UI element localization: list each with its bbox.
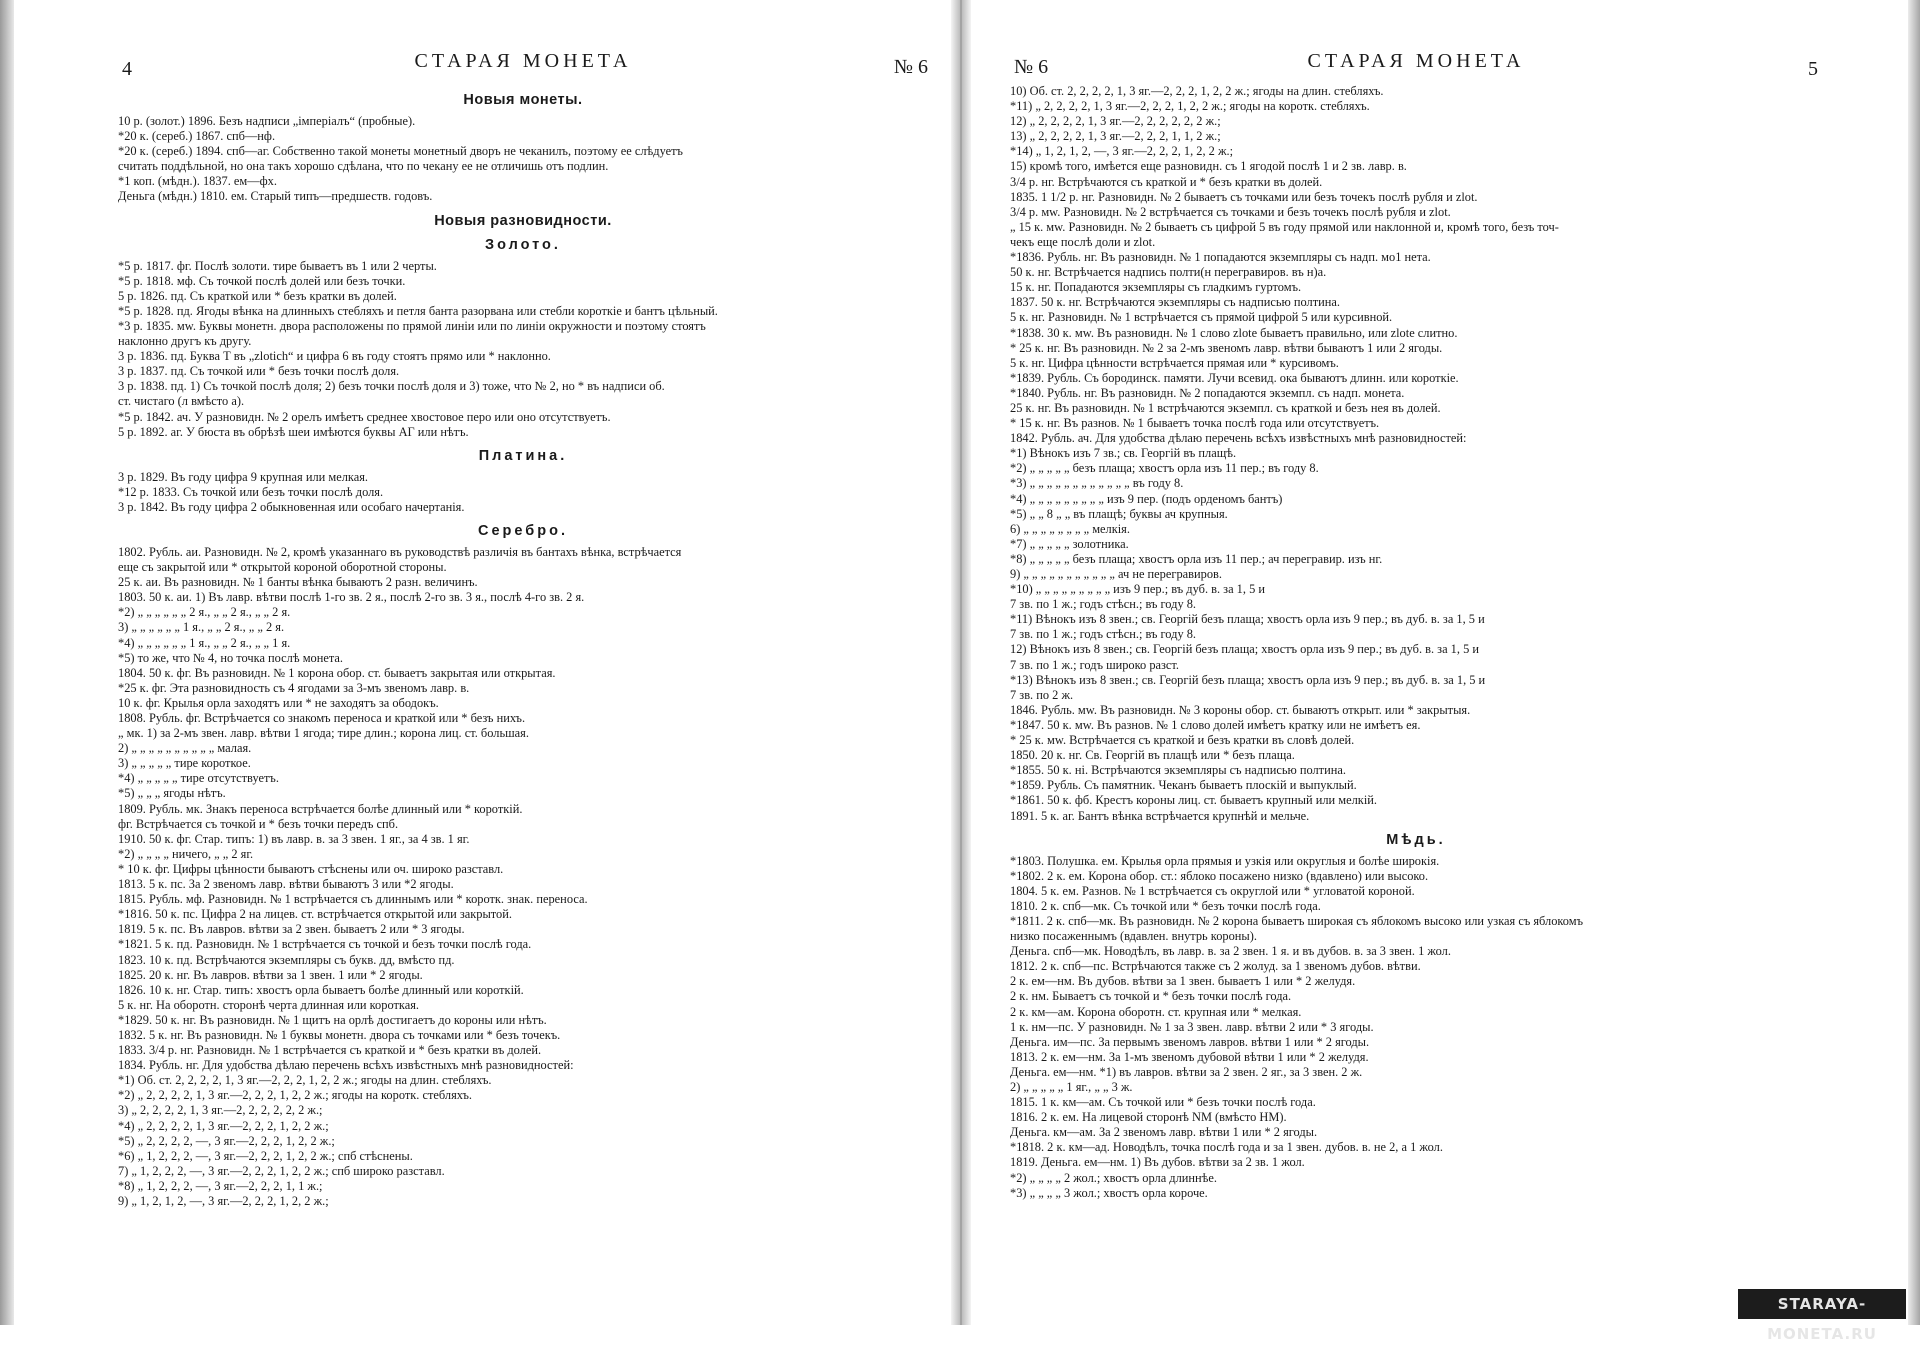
text-line: 1810. 2 к. спб—мк. Съ точкой или * безъ точки послѣ года. — [1010, 898, 1321, 913]
text-line: 3) „ 2, 2, 2, 2, 1, 3 яг.—2, 2, 2, 2, 2, 2 ж.; — [118, 1103, 323, 1118]
text-line: *1 коп. (мѣдн.). 1837. ем—фх. — [118, 174, 277, 189]
text-line: 1837. 50 к. нг. Встрѣчаются экземпляры съ надписью полтина. — [1010, 295, 1340, 310]
text-line: 1808. Рубль. фг. Встрѣчается со знакомъ переноса и краткой или * безъ нихъ. — [118, 711, 526, 725]
text-line: 7 зв. по 1 ж.; годъ широко разст. — [1010, 657, 1179, 672]
text-line: *1802. 2 к. ем. Корона обор. ст.: яблоко посажено низко (вдавлено) или высоко. — [1010, 868, 1429, 883]
page-edge-left — [0, 0, 14, 1325]
text-line: 1804. 50 к. фг. Въ разновидн. № 1 корона обор. ст. бываетъ закрытая или открытая. — [118, 665, 556, 680]
text-line: 5 р. 1826. пд. Съ краткой или * безъ кратки въ долей. — [118, 288, 397, 303]
text-line: *1839. Рубль. Съ бородинск. памяти. Лучи всевид. ока бываютъ длинн. или короткіе. — [1010, 370, 1459, 385]
section-heading: Новыя монеты. — [463, 92, 583, 108]
text-line: *1) Вѣнокъ изъ 7 зв.; св. Георгій въ плащѣ. — [1010, 446, 1237, 461]
left-page — [118, 40, 928, 1310]
text-line: * 25 к. нг. Въ разновидн. № 2 за 2-мъ звеномъ лавр. вѣтви бываютъ 1 или 2 ягоды. — [1010, 340, 1443, 355]
text-line: 3) „ „ „ „ „ тире короткое. — [118, 756, 251, 771]
text-line: 1833. 3/4 р. нг. Разновидн. № 1 встрѣчается съ краткой и * безъ кратки въ долей. — [118, 1043, 542, 1058]
section-heading: Платина. — [478, 447, 568, 464]
text-line: *4) „ „ „ „ „ „ 1 я., „ „ 2 я., „ „ 1 я. — [118, 635, 291, 650]
text-line: *1821. 5 к. пд. Разновидн. № 1 встрѣчается съ точкой и безъ точки послѣ года. — [118, 937, 532, 952]
text-line: *14) „ 1, 2, 1, 2, —, 3 яг.—2, 2, 2, 1, 2, 2 ж.; — [1010, 144, 1234, 159]
text-line: 2 к. нм. Бываетъ съ точкой и * безъ точки послѣ года. — [1010, 989, 1292, 1004]
text-line: 1832. 5 к. нг. Въ разновидн. № 1 буквы монетн. двора съ точками или * безъ точекъ. — [118, 1027, 561, 1042]
text-line: *1818. 2 к. км—ад. Новодѣлъ, точка послѣ года и за 1 звен. дубов. в. не 2, а 1 жол. — [1010, 1140, 1443, 1155]
text-line: 7 зв. по 1 ж.; годъ стѣсн.; въ году 8. — [1010, 597, 1197, 612]
text-line: *4) „ 2, 2, 2, 2, 1, 3 яг.—2, 2, 2, 1, 2, 2 ж.; — [118, 1118, 329, 1133]
text-line: 1802. Рубль. аи. Разновидн. № 2, кромѣ указаннаго въ руководствѣ различія въ бантахъ вѣнка, встрѣчается — [118, 544, 682, 559]
text-line: *20 к. (сереб.) 1894. спб—аг. Собственно такой монеты монетный дворъ не чеканилъ, поэтому ее слѣдуетъ — [118, 144, 683, 159]
text-line: *8) „ „ „ „ „ безъ плаща; хвостъ орла изъ 11 пер.; ач перегравир. изъ нг. — [1010, 551, 1383, 566]
text-line: Деньга. спб—мк. Новодѣлъ, въ лавр. в. за 2 звен. 1 я. и въ дубов. в. за 3 звен. 1 жол. — [1010, 944, 1451, 959]
text-line: *2) „ „ „ „ „ „ 2 я., „ „ 2 я., „ „ 2 я. — [118, 605, 291, 620]
text-line: 1825. 20 к. нг. Въ лавров. вѣтви за 1 звен. 1 или * 2 ягоды. — [118, 967, 423, 982]
left-running-head — [118, 40, 928, 84]
issue-number: № 6 — [893, 56, 928, 78]
text-line: 1835. 1 1/2 р. нг. Разновидн. № 2 бываетъ съ точками или безъ точекъ послѣ рубля и zlot. — [1010, 189, 1478, 204]
text-line: *1847. 50 к. мw. Въ разнов. № 1 слово долей имѣетъ кратку или не имѣетъ ея. — [1010, 717, 1421, 732]
text-line: 10 к. фг. Крылья орла заходятъ или * не заходятъ за ободокъ. — [118, 695, 439, 710]
text-line: 1816. 2 к. ем. На лицевой сторонѣ NM (вмѣсто HM). — [1010, 1110, 1287, 1125]
text-line: *11) Вѣнокъ изъ 8 звен.; св. Георгій безъ плаща; хвостъ орла изъ 9 пер.; въ дуб. в. за 1, 5 и — [1010, 612, 1485, 627]
text-line: *4) „ „ „ „ „ тире отсутствуетъ. — [118, 771, 279, 786]
text-line: 1815. Рубль. мф. Разновидн. № 1 встрѣчается съ длиннымъ или * коротк. знак. переноса. — [118, 892, 588, 907]
text-line: *1816. 50 к. пс. Цифра 2 на лицев. ст. встрѣчается открытой или закрытой. — [118, 907, 512, 922]
text-line: *10) „ „ „ „ „ „ „ „ „ изъ 9 пер.; въ дуб. в. за 1, 5 и — [1010, 582, 1265, 597]
text-line: 12) Вѣнокъ изъ 8 звен.; св. Георгій безъ плаща; хвостъ орла изъ 9 пер.; въ дуб. в. за 1, 5 и — [1010, 642, 1479, 657]
text-line: *3) „ „ „ „ 3 жол.; хвостъ орла короче. — [1010, 1185, 1208, 1200]
right-page-body — [1010, 84, 1822, 1201]
text-line: „ 15 к. мw. Разновидн. № 2 бываетъ съ цифрой 5 въ году прямой или наклонной и, кромѣ того, безъ точ- — [1010, 219, 1559, 234]
text-line: 25 к. нг. Въ разновидн. № 1 встрѣчаются экземпл. съ краткой и безъ нея въ долей. — [1010, 400, 1441, 415]
text-line: 2) „ „ „ „ „ „ „ „ „ „ малая. — [118, 741, 252, 756]
text-line: 3 р. 1838. пд. 1) Съ точкой послѣ доля; 2) безъ точки послѣ доля и 3) тоже, что № 2, но * въ надписи об. — [118, 379, 665, 394]
text-line: 5 к. нг. Разновидн. № 1 встрѣчается съ прямой цифрой 5 или курсивной. — [1010, 310, 1393, 325]
text-line: 5 к. нг. На оборотн. сторонѣ черта длинная или короткая. — [118, 997, 420, 1012]
text-line: *2) „ 2, 2, 2, 2, 1, 3 яг.—2, 2, 2, 1, 2, 2 ж.; ягоды на коротк. стебляхъ. — [118, 1088, 473, 1103]
text-line: 7 зв. по 1 ж.; годъ стѣсн.; въ году 8. — [1010, 627, 1197, 642]
text-line: *1803. Полушка. ем. Крылья орла прямыя и узкія или округлыя и болѣе широкія. — [1010, 853, 1440, 868]
text-line: 7) „ 1, 2, 2, 2, —, 3 яг.—2, 2, 2, 1, 2, 2 ж.; спб широко разставл. — [118, 1163, 445, 1178]
text-line: „ мк. 1) за 2-мъ звен. лавр. вѣтви 1 ягода; тире длин.; корона лиц. ст. большая. — [118, 726, 529, 741]
text-line: *1861. 50 к. фб. Крестъ короны лиц. ст. бываетъ крупный или мелкій. — [1010, 793, 1377, 808]
text-line: *4) „ „ „ „ „ „ „ „ „ изъ 9 пер. (подъ орденомъ бантъ) — [1010, 491, 1283, 506]
text-line: 1803. 50 к. аи. 1) Въ лавр. вѣтви послѣ 1-го зв. 2 я., послѣ 2-го зв. 3 я., послѣ 4-го зв. 2 я. — [118, 590, 585, 605]
text-line: *2) „ „ „ „ ничего, „ „ 2 яг. — [118, 846, 254, 861]
page-number: 4 — [122, 58, 132, 80]
section-heading: Золото. — [485, 236, 561, 253]
text-line: Деньга (мѣдн.) 1810. ем. Старый типъ—предшеств. годовъ. — [118, 189, 433, 204]
text-line: 1 к. нм—пс. У разновидн. № 1 за 3 звен. лавр. вѣтви 2 или * 3 ягоды. — [1010, 1019, 1374, 1034]
text-line: 5 к. нг. Цифра цѣнности встрѣчается прямая или * курсивомъ. — [1010, 355, 1339, 370]
text-line: *1855. 50 к. нi. Встрѣчаются экземпляры съ надписью полтина. — [1010, 763, 1346, 778]
text-line: считать поддѣльной, но она такъ хорошо сдѣлана, что по чекану ее не отличишь отъ подлин. — [118, 159, 609, 174]
text-line: *5 р. 1842. ач. У разновидн. № 2 орелъ имѣетъ среднее хвостовое перо или оно отсутствуетъ. — [118, 409, 611, 424]
text-line: 2 к. ем—нм. Въ дубов. вѣтви за 1 звен. бываетъ 1 или * 2 желудя. — [1010, 974, 1356, 989]
text-line: Деньга. км—ам. За 2 звеномъ лавр. вѣтви 1 или * 2 ягоды. — [1010, 1125, 1318, 1140]
text-line: 10 р. (золот.) 1896. Безъ надписи „імперіалъ“ (пробные). — [118, 114, 416, 128]
text-line: *1838. 30 к. мw. Въ разновидн. № 1 слово zlote бываетъ правильно, или zlote слитно. — [1010, 325, 1458, 340]
text-line: 3 р. 1842. Въ году цифра 2 обыкновенная или особаго начертанія. — [118, 499, 465, 514]
text-line: 13) „ 2, 2, 2, 2, 1, 3 яг.—2, 2, 2, 1, 1, 2 ж.; — [1010, 129, 1221, 144]
text-line: 9) „ 1, 2, 1, 2, —, 3 яг.—2, 2, 2, 1, 2, 2 ж.; — [118, 1194, 329, 1208]
text-line: 1804. 5 к. ем. Разнов. № 1 встрѣчается съ округлой или * угловатой короной. — [1010, 883, 1415, 898]
issue-number: № 6 — [1014, 56, 1049, 78]
running-title: СТАРАЯ МОНЕТА — [414, 50, 632, 72]
text-line: *3) „ „ „ „ „ „ „ „ „ „ „ „ въ году 8. — [1010, 476, 1184, 491]
text-line: 1891. 5 к. аг. Бантъ вѣнка встрѣчается крупнѣй и мельче. — [1010, 808, 1310, 823]
text-line: 9) „ „ „ „ „ „ „ „ „ „ „ ач не перегравиров. — [1010, 567, 1222, 581]
text-line: *2) „ „ „ „ 2 жол.; хвостъ орла длиннѣе. — [1010, 1170, 1217, 1185]
text-line: 1809. Рубль. мк. Знакъ переноса встрѣчается болѣе длинный или * короткій. — [118, 801, 523, 816]
text-line: *25 к. фг. Эта разновидность съ 4 ягодами за 3-мъ звеномъ лавр. в. — [118, 680, 470, 695]
text-line: *5) „ „ „ ягоды нѣтъ. — [118, 786, 226, 801]
text-line: 1826. 10 к. нг. Стар. типъ: хвостъ орла бываетъ болѣе длинный или короткій. — [118, 982, 524, 997]
text-line: фг. Встрѣчается съ точкой и * безъ точки передъ спб. — [118, 816, 399, 831]
running-title: СТАРАЯ МОНЕТА — [1307, 50, 1525, 72]
text-line: низко посаженнымъ (вдавлен. внутрь короны). — [1010, 929, 1257, 944]
text-line: 1815. 1 к. км—ам. Съ точкой или * безъ точки послѣ года. — [1010, 1095, 1316, 1110]
section-heading: Серебро. — [478, 522, 568, 539]
text-line: *1836. Рубль. нг. Въ разновидн. № 1 попадаются экземпляры съ надп. мо1 нета. — [1010, 250, 1431, 265]
text-line: * 25 к. мw. Встрѣчается съ краткой и безъ кратки въ словѣ долей. — [1010, 733, 1355, 748]
text-line: *5 р. 1818. мф. Съ точкой послѣ долей или безъ точки. — [118, 273, 406, 288]
text-line: * 10 к. фг. Цифры цѣнности бываютъ стѣснены или оч. широко разставл. — [118, 861, 504, 876]
text-line: 3/4 р. нг. Встрѣчаются съ краткой и * безъ кратки въ долей. — [1010, 174, 1323, 189]
text-line: 25 к. аи. Въ разновидн. № 1 банты вѣнка бываютъ 2 разн. величинъ. — [118, 575, 478, 590]
page-edge-right — [1908, 0, 1920, 1325]
text-line: *11) „ 2, 2, 2, 2, 1, 3 яг.—2, 2, 2, 1, 2, 2 ж.; ягоды на коротк. стебляхъ. — [1010, 99, 1370, 114]
text-line: 1846. Рубль. мw. Въ разновидн. № 3 короны обор. ст. бываютъ открыт. или * закрытыя. — [1010, 702, 1471, 717]
text-line: *3 р. 1835. мw. Буквы монетн. двора расположены по прямой линіи или по линіи окружности и поэтому стоятъ — [118, 318, 706, 333]
text-line: *2) „ „ „ „ „ безъ плаща; хвостъ орла изъ 11 пер.; въ году 8. — [1010, 461, 1319, 476]
text-line: *1859. Рубль. Съ памятник. Чеканъ бываетъ плоскій и выпуклый. — [1010, 778, 1357, 793]
text-line: 3 р. 1836. пд. Буква Т въ „zlotich“ и цифра 6 въ году стоятъ прямо или * наклонно. — [118, 349, 551, 364]
text-line: *5) „ „ 8 „ „ въ плащѣ; буквы ач крупныя. — [1010, 506, 1228, 521]
book-gutter — [951, 0, 971, 1325]
text-line: 10) Об. ст. 2, 2, 2, 2, 1, 3 яг.—2, 2, 2, 1, 2, 2 ж.; ягоды на длин. стебляхъ. — [1010, 84, 1384, 98]
text-line: 12) „ 2, 2, 2, 2, 1, 3 яг.—2, 2, 2, 2, 2, 2 ж.; — [1010, 114, 1221, 129]
text-line: 50 к. нг. Встрѣчается надпись полти(н перегравиров. въ н)а. — [1010, 265, 1327, 280]
text-line: *1) Об. ст. 2, 2, 2, 2, 1, 3 яг.—2, 2, 2, 1, 2, 2 ж.; ягоды на длин. стебляхъ. — [118, 1073, 492, 1088]
section-heading: Новыя разновидности. — [434, 212, 612, 229]
text-line: 1812. 2 к. спб—пс. Встрѣчаются также съ 2 жолуд. за 1 звеномъ дубов. вѣтви. — [1010, 959, 1421, 974]
site-watermark: STARAYA-MONETA.RU — [1738, 1289, 1906, 1319]
page-number: 5 — [1808, 58, 1818, 80]
text-line: *1829. 50 к. нг. Въ разновидн. № 1 щитъ на орлѣ достигаетъ до короны или нѣтъ. — [118, 1012, 547, 1027]
text-line: Деньга. им—пс. За первымъ звеномъ лавров. вѣтви 1 или * 2 ягоды. — [1010, 1034, 1370, 1049]
text-line: 1819. 5 к. пс. Въ лавров. вѣтви за 2 звен. бываетъ 2 или * 3 ягоды. — [118, 922, 465, 937]
text-line: 1819. Деньга. ем—нм. 1) Въ дубов. вѣтви за 2 зв. 1 жол. — [1010, 1155, 1305, 1170]
text-line: 1842. Рубль. ач. Для удобства дѣлаю перечень всѣхъ извѣстныхъ мнѣ разновидностей: — [1010, 431, 1467, 446]
text-line: 3 р. 1837. пд. Съ точкой или * безъ точки послѣ доля. — [118, 364, 400, 379]
text-line: 1834. Рубль. нг. Для удобства дѣлаю перечень всѣхъ извѣстныхъ мнѣ разновидностей: — [118, 1058, 574, 1073]
text-line: *8) „ 1, 2, 2, 2, —, 3 яг.—2, 2, 2, 1, 1 ж.; — [118, 1178, 323, 1193]
text-line: *20 к. (сереб.) 1867. спб—нф. — [118, 129, 276, 144]
text-line: 3) „ „ „ „ „ „ 1 я., „ „ 2 я., „ „ 2 я. — [118, 620, 285, 635]
text-line: *7) „ „ „ „ „ золотника. — [1010, 536, 1129, 551]
text-line: *5) „ 2, 2, 2, 2, —, 3 яг.—2, 2, 2, 1, 2, 2 ж.; — [118, 1133, 335, 1148]
text-line: 7 зв. по 2 ж. — [1010, 687, 1074, 702]
section-heading: Мѣдь. — [1386, 831, 1446, 848]
text-line: наклонно другъ къ другу. — [118, 334, 252, 349]
text-line: *6) „ 1, 2, 2, 2, —, 3 яг.—2, 2, 2, 1, 2, 2 ж.; спб стѣснены. — [118, 1148, 413, 1163]
text-line: 15 к. нг. Попадаются экземпляры съ гладкимъ гуртомъ. — [1010, 280, 1302, 295]
text-line: *1840. Рубль. нг. Въ разновидн. № 2 попадаются экземпл. съ надп. монета. — [1010, 385, 1405, 400]
text-line: 3 р. 1829. Въ году цифра 9 крупная или мелкая. — [118, 469, 369, 484]
text-line: *1811. 2 к. спб—мк. Въ разновидн. № 2 корона бываетъ широкая съ яблокомъ высоко или узкая съ яблокомъ — [1010, 913, 1584, 928]
text-line: *5) то же, что № 4, но точка послѣ монета. — [118, 650, 344, 665]
left-page-body — [118, 92, 928, 1209]
text-line: еще съ закрытой или * открытой короной оборотной стороны. — [118, 560, 447, 575]
text-line: 1813. 5 к. пс. За 2 звеномъ лавр. вѣтви бываютъ 3 или *2 ягоды. — [118, 877, 454, 892]
text-line: 1850. 20 к. нг. Св. Георгій въ плащѣ или * безъ плаща. — [1010, 748, 1295, 763]
right-page — [1010, 40, 1822, 1310]
text-line: * 15 к. нг. Въ разнов. № 1 бываетъ точка послѣ года или отсутствуетъ. — [1010, 416, 1380, 431]
text-line: 1823. 10 к. пд. Встрѣчаются экземпляры съ букв. дд, вмѣсто пд. — [118, 952, 455, 967]
text-line: 2) „ „ „ „ „ 1 яг., „ „ 3 ж. — [1010, 1080, 1133, 1094]
text-line: 3/4 р. мw. Разновидн. № 2 встрѣчается съ точками и безъ точекъ послѣ рубля и zlot. — [1010, 204, 1451, 219]
text-line: *5 р. 1828. пд. Ягоды вѣнка на длинныхъ стебляхъ и петля банта разорвана или стебли короткіе и бантъ цѣльный. — [118, 303, 718, 318]
text-line: 15) кромѣ того, имѣется еще разновидн. съ 1 ягодой послѣ 1 и 2 зв. лавр. в. — [1010, 159, 1407, 174]
text-line: Деньга. ем—нм. *1) въ лавров. вѣтви за 2 звен. 2 яг., за 3 звен. 2 ж. — [1010, 1064, 1363, 1079]
text-line: *5 р. 1817. фг. Послѣ золоти. тире бываетъ въ 1 или 2 черты. — [118, 258, 437, 273]
text-line: 2 к. км—ам. Корона оборотн. ст. крупная или * мелкая. — [1010, 1004, 1302, 1019]
text-line: ст. чистаго (л вмѣсто а). — [118, 394, 245, 409]
text-line: 1910. 50 к. фг. Стар. типъ: 1) въ лавр. в. за 3 звен. 1 яг., за 4 зв. 1 яг. — [118, 831, 470, 846]
text-line: 5 р. 1892. аг. У бюста въ обрѣзѣ шеи имѣются буквы АГ или нѣтъ. — [118, 424, 469, 439]
text-line: 6) „ „ „ „ „ „ „ „ мелкія. — [1010, 521, 1130, 536]
text-line: 1813. 2 к. ем—нм. За 1-мъ звеномъ дубовой вѣтви 1 или * 2 желудя. — [1010, 1049, 1369, 1064]
right-running-head — [1010, 40, 1822, 84]
text-line: *12 р. 1833. Съ точкой или безъ точки послѣ доля. — [118, 484, 384, 499]
text-line: чекъ еще послѣ доли и zlot. — [1010, 234, 1156, 249]
text-line: *13) Вѣнокъ изъ 8 звен.; св. Георгій безъ плаща; хвостъ орла изъ 9 пер.; въ дуб. в. за 1, 5 и — [1010, 672, 1486, 687]
